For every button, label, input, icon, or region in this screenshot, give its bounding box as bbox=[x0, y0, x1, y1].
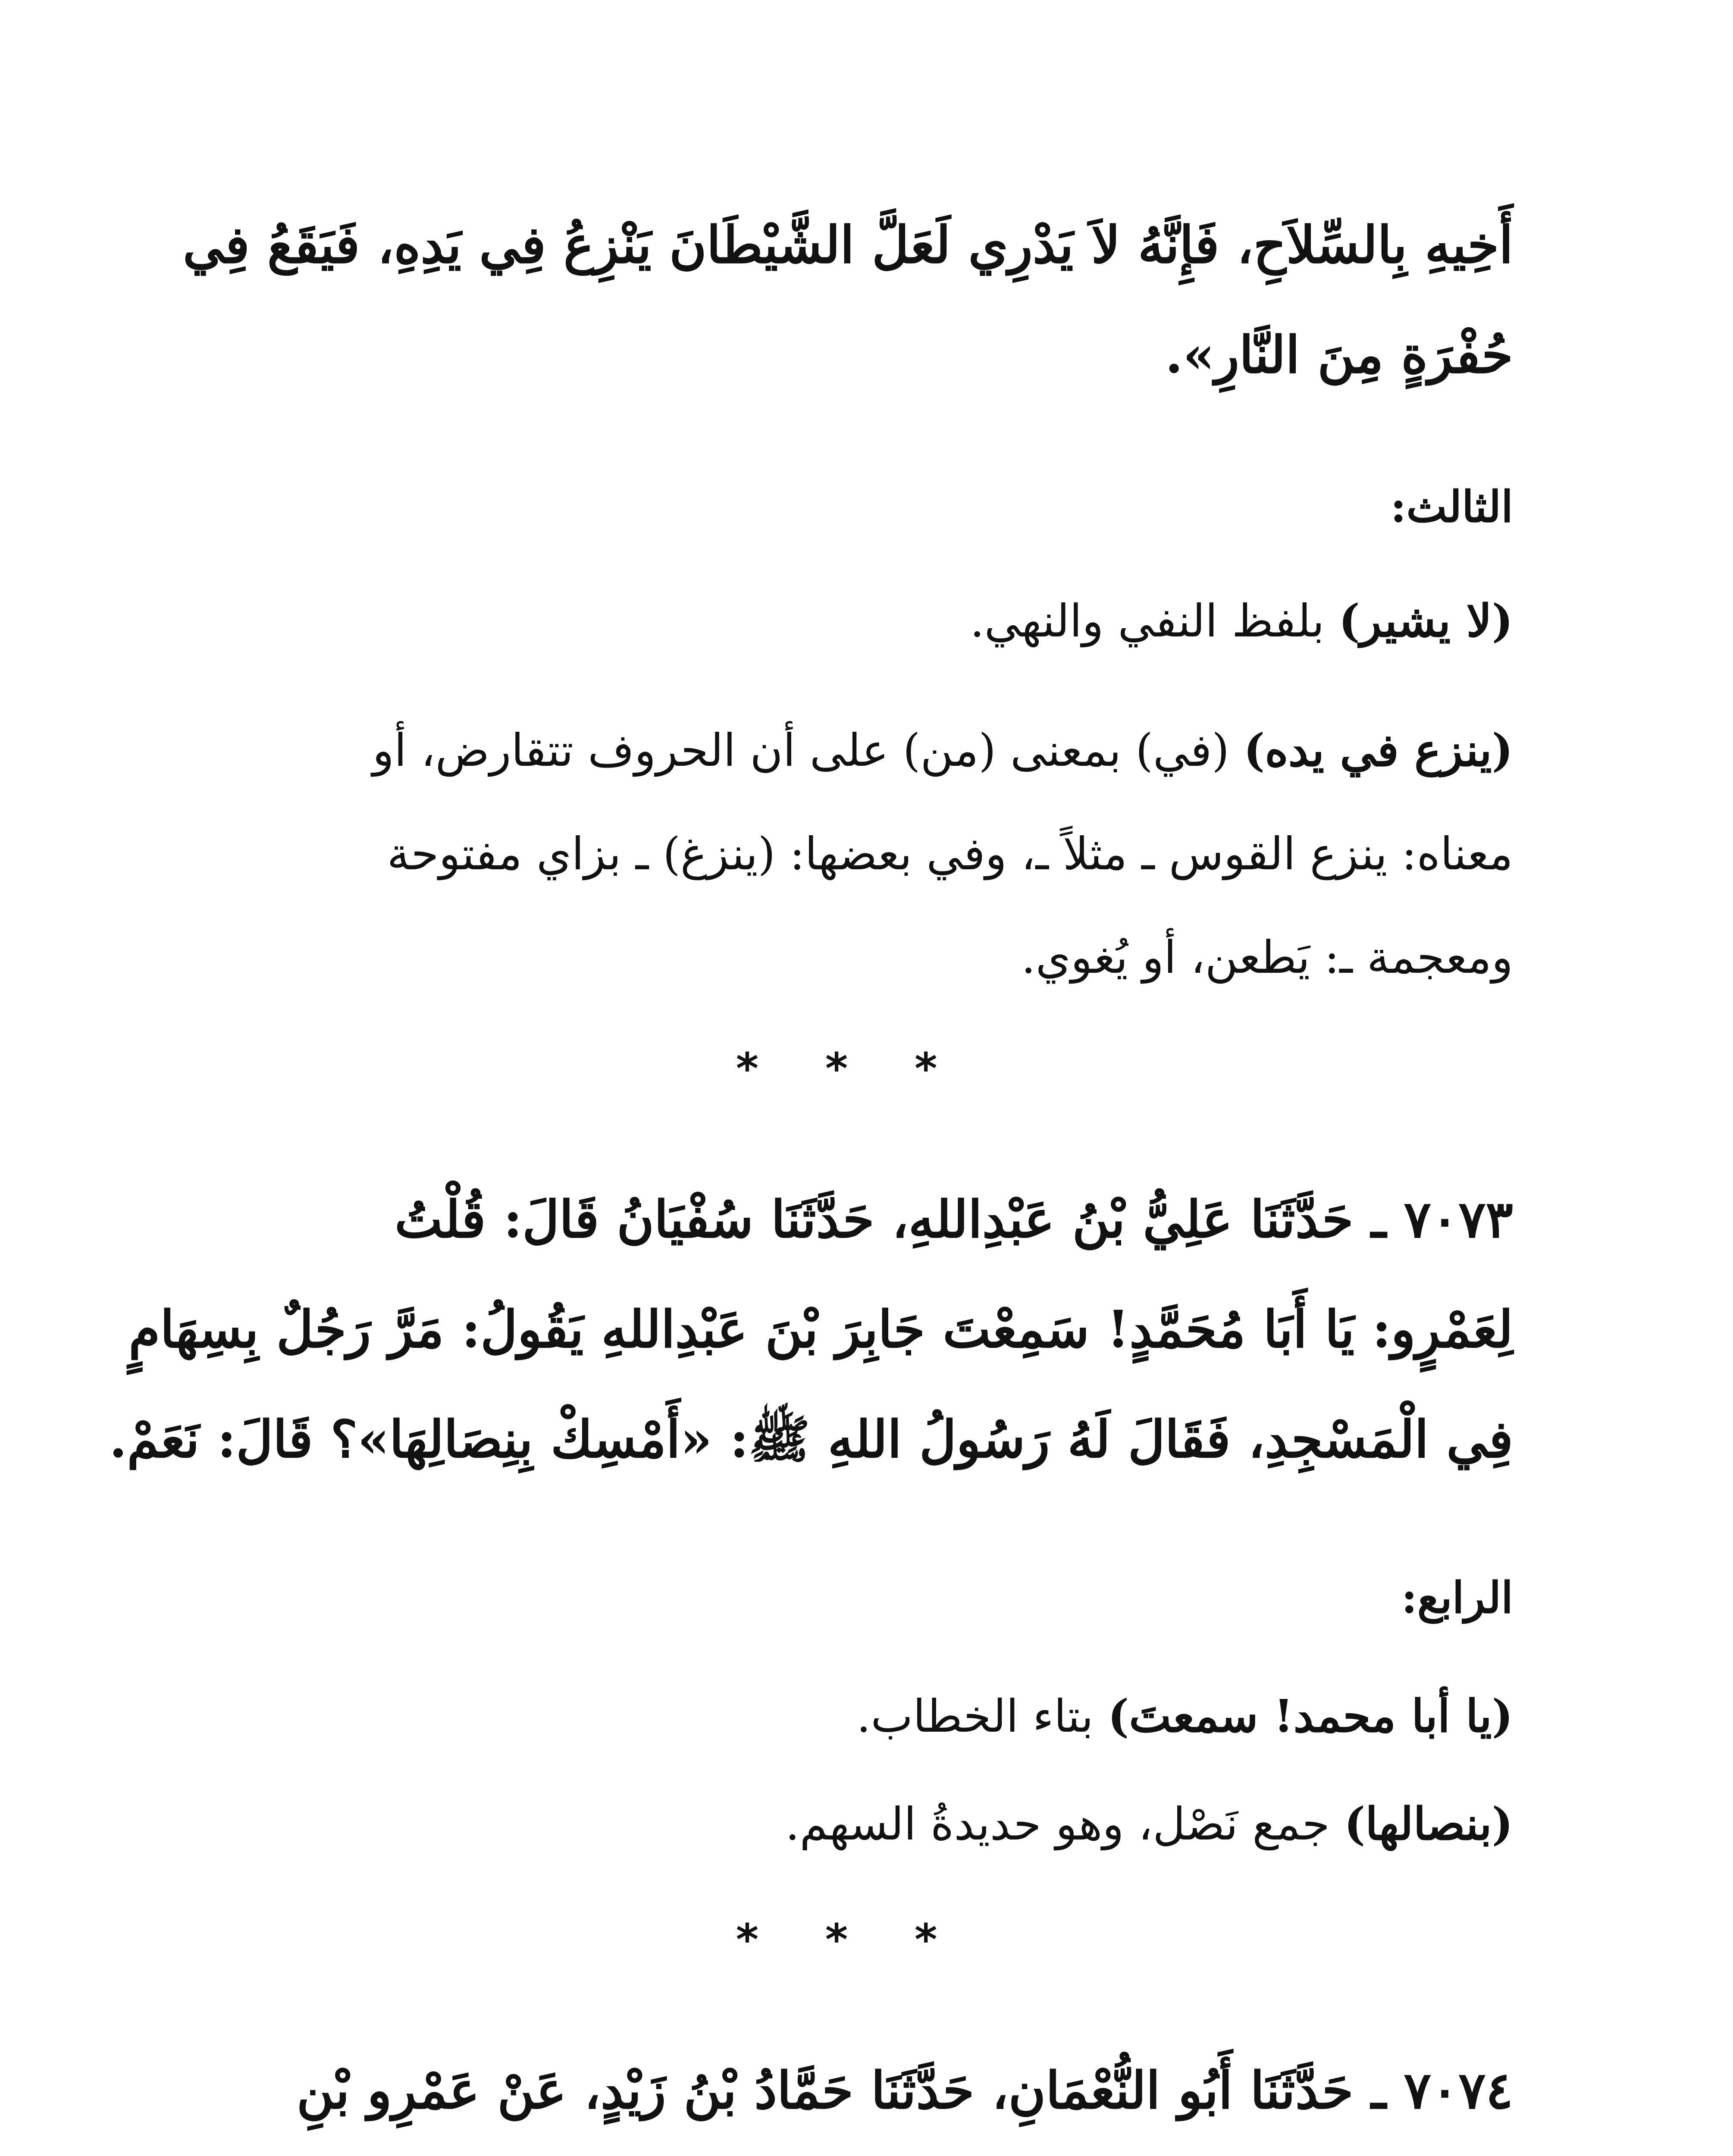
text-line: معناه: ينزع القوس ـ مثلاً ـ، وفي بعضها: (ينزغ) ـ بزاي مفتوحة bbox=[387, 827, 1513, 880]
hadith-7073 bbox=[109, 1164, 1513, 1494]
note-keyword: (يا أبا محمد! سمعتَ) bbox=[1108, 1689, 1513, 1742]
text-line: حُفْرَةٍ مِنَ النَّارِ». bbox=[1165, 325, 1513, 385]
commentary-note bbox=[219, 1772, 1513, 1876]
section-separator: * * * bbox=[736, 1915, 963, 1965]
note-keyword: (ينزع في يده) bbox=[1243, 724, 1513, 777]
text-line: ٧٠٧٣ ـ حَدَّثَنَا عَلِيُّ بْنُ عَبْدِاللهِ، حَدَّثَنَا سُفْيَانُ قَالَ: قُلْتُ bbox=[395, 1189, 1513, 1249]
text-line: فِي الْمَسْجِدِ، فَقَالَ لَهُ رَسُولُ اللهِ ﷺ: «أَمْسِكْ بِنِصَالِهَا»؟ قَالَ: نَعَمْ. bbox=[109, 1409, 1513, 1469]
text-line: ومعجمة ـ: يَطعن، أو يُغوي. bbox=[1021, 931, 1513, 984]
text-line: ٧٠٧٤ ـ حَدَّثَنَا أَبُو النُّعْمَانِ، حَدَّثَنَا حَمَّادُ بْنُ زَيْدٍ، عَنْ عَمْرِو بْنِ bbox=[296, 2060, 1513, 2120]
text-line bbox=[219, 699, 1513, 802]
note-text: بتاء الخطاب. bbox=[856, 1690, 1108, 1742]
section-heading-fourth: الرابع: bbox=[1401, 1572, 1513, 1623]
section-heading-third: الثالث: bbox=[1390, 481, 1513, 532]
note-text: بلفظ النفي والنهي. bbox=[970, 595, 1339, 647]
text-line: أَخِيهِ بِالسِّلاَحِ، فَإِنَّهُ لاَ يَدْرِي لَعَلَّ الشَّيْطَانَ يَنْزِعُ فِي يَدِهِ، فَيَقَعُ فِي bbox=[183, 215, 1513, 275]
section-separator: * * * bbox=[736, 1044, 963, 1094]
commentary-note bbox=[219, 569, 1513, 673]
note-keyword: (لا يشير) bbox=[1338, 594, 1513, 647]
note-text: جمع نَصْل، وهو حديدةُ السهم. bbox=[785, 1798, 1344, 1850]
hadith-7074 bbox=[219, 2035, 1513, 2156]
note-keyword: (بنصالها) bbox=[1344, 1797, 1513, 1850]
commentary-note bbox=[219, 699, 1513, 1009]
text-line bbox=[219, 2145, 1513, 2156]
hadith-continuation bbox=[183, 190, 1513, 410]
commentary-note bbox=[219, 1664, 1513, 1768]
note-text: (في) بمعنى (من) على أن الحروف تتقارض، أو bbox=[372, 724, 1244, 777]
text-line: لِعَمْرٍو: يَا أَبَا مُحَمَّدٍ! سَمِعْتَ جَابِرَ بْنَ عَبْدِاللهِ يَقُولُ: مَرَّ رَجُلٌ بِسِهَامٍ bbox=[128, 1299, 1513, 1359]
